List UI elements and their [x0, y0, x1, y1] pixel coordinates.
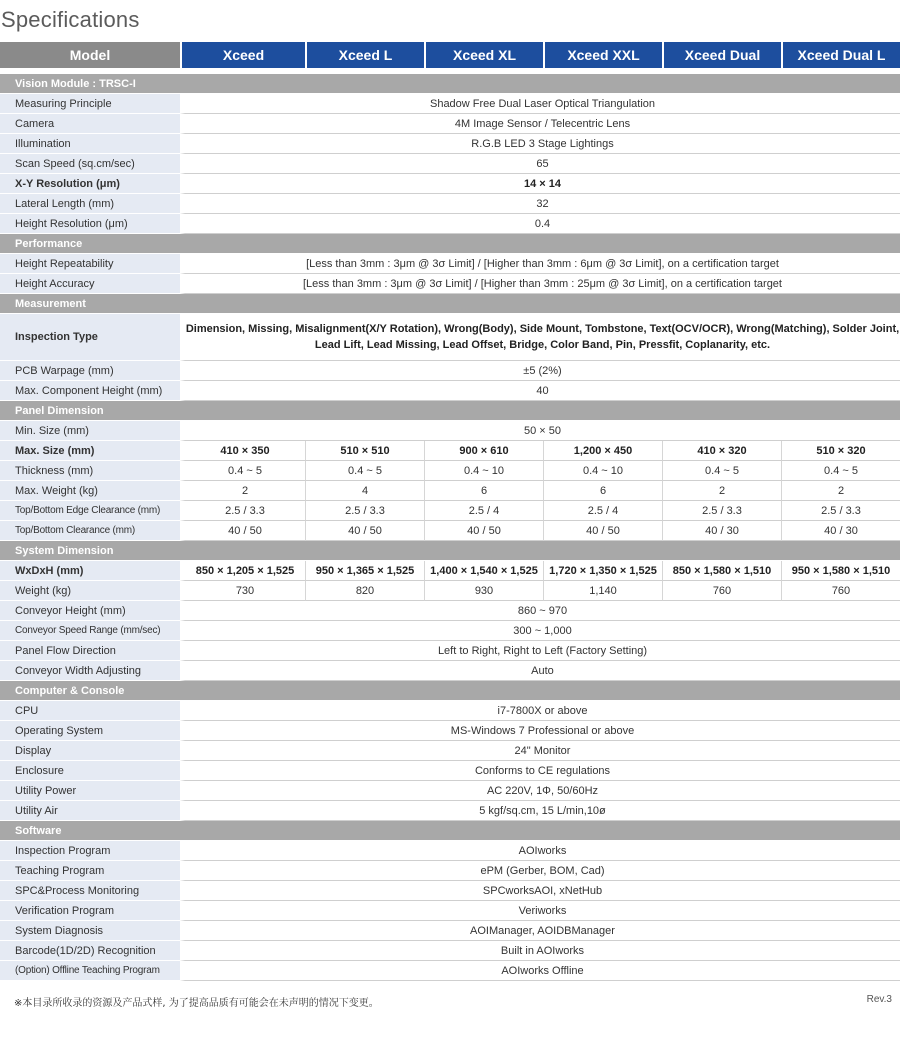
- section-title: Vision Module : TRSC-I: [0, 74, 900, 94]
- spec-label: Camera: [0, 114, 180, 134]
- spec-row: [0, 621, 900, 641]
- spec-cell: 900 × 610: [424, 441, 543, 461]
- spec-row: [0, 601, 900, 621]
- spec-label: Teaching Program: [0, 861, 180, 881]
- spec-label: Weight (kg): [0, 581, 180, 601]
- spec-row: [0, 741, 900, 761]
- spec-row: [0, 361, 900, 381]
- spec-value: Conforms to CE regulations: [180, 761, 900, 781]
- spec-row: [0, 861, 900, 881]
- spec-cell: 850 × 1,580 × 1,510: [662, 561, 781, 581]
- spec-row: [0, 501, 900, 521]
- section-title: Panel Dimension: [0, 401, 900, 421]
- spec-row: [0, 661, 900, 681]
- spec-cell: 0.4 ~ 10: [424, 461, 543, 481]
- spec-value: Left to Right, Right to Left (Factory Setting): [180, 641, 900, 661]
- spec-cell: 510 × 510: [305, 441, 424, 461]
- spec-cell: 40 / 50: [180, 521, 305, 541]
- spec-value: [Less than 3mm : 3μm @ 3σ Limit] / [Higher than 3mm : 6μm @ 3σ Limit], on a certification target: [180, 254, 900, 274]
- spec-row: [0, 381, 900, 401]
- spec-value: ±5 (2%): [180, 361, 900, 381]
- spec-row: [0, 254, 900, 274]
- model-header-xceed-dual-l: Xceed Dual L: [781, 42, 900, 68]
- spec-cell: 2.5 / 3.3: [781, 501, 900, 521]
- spec-value: 5 kgf/sq.cm, 15 L/min,10ø: [180, 801, 900, 821]
- section-header-row: [0, 681, 900, 701]
- spec-label: Verification Program: [0, 901, 180, 921]
- spec-label: Thickness (mm): [0, 461, 180, 481]
- spec-cell: 2.5 / 4: [543, 501, 662, 521]
- spec-label: Max. Size (mm): [0, 441, 180, 461]
- spec-cell: 760: [781, 581, 900, 601]
- spec-row: [0, 581, 900, 601]
- spec-cell: 410 × 350: [180, 441, 305, 461]
- spec-label: Lateral Length (mm): [0, 194, 180, 214]
- spec-cell: 2.5 / 4: [424, 501, 543, 521]
- spec-row: [0, 521, 900, 541]
- spec-value: Veriworks: [180, 901, 900, 921]
- spec-cell: 40 / 50: [305, 521, 424, 541]
- spec-cell: 40 / 30: [781, 521, 900, 541]
- spec-label: Inspection Program: [0, 841, 180, 861]
- spec-cell: 40 / 50: [424, 521, 543, 541]
- model-header-xceed-xl: Xceed XL: [424, 42, 543, 68]
- spec-value: SPCworksAOI, xNetHub: [180, 881, 900, 901]
- spec-row: [0, 761, 900, 781]
- spec-cell: 2: [781, 481, 900, 501]
- spec-label: Max. Component Height (mm): [0, 381, 180, 401]
- spec-value: 0.4: [180, 214, 900, 234]
- spec-label: Measuring Principle: [0, 94, 180, 114]
- spec-label: Height Repeatability: [0, 254, 180, 274]
- spec-value: 14 × 14: [180, 174, 900, 194]
- spec-label: Inspection Type: [0, 314, 180, 361]
- spec-cell: 4: [305, 481, 424, 501]
- spec-row: [0, 801, 900, 821]
- spec-value: 40: [180, 381, 900, 401]
- spec-row: [0, 154, 900, 174]
- spec-label: Utility Air: [0, 801, 180, 821]
- footnote: ※本目录所收录的资源及产品式样, 为了提高品质有可能会在未声明的情况下变更。: [14, 998, 379, 1009]
- spec-row: [0, 561, 900, 581]
- spec-cell: 2.5 / 3.3: [305, 501, 424, 521]
- spec-row: [0, 114, 900, 134]
- spec-body: [0, 74, 900, 981]
- spec-cell: 6: [424, 481, 543, 501]
- model-header-xceed-dual: Xceed Dual: [662, 42, 781, 68]
- spec-value: AOIManager, AOIDBManager: [180, 921, 900, 941]
- spec-value: Built in AOIworks: [180, 941, 900, 961]
- spec-label: System Diagnosis: [0, 921, 180, 941]
- spec-row: [0, 701, 900, 721]
- spec-cell: 0.4 ~ 5: [180, 461, 305, 481]
- spec-cell: 0.4 ~ 5: [662, 461, 781, 481]
- spec-cell: 40 / 50: [543, 521, 662, 541]
- spec-cell: 2.5 / 3.3: [662, 501, 781, 521]
- spec-cell: 730: [180, 581, 305, 601]
- spec-row: [0, 274, 900, 294]
- spec-cell: 410 × 320: [662, 441, 781, 461]
- spec-value: Shadow Free Dual Laser Optical Triangulation: [180, 94, 900, 114]
- spec-value: 4M Image Sensor / Telecentric Lens: [180, 114, 900, 134]
- spec-value: AC 220V, 1Φ, 50/60Hz: [180, 781, 900, 801]
- spec-value: MS-Windows 7 Professional or above: [180, 721, 900, 741]
- spec-value: 300 ~ 1,000: [180, 621, 900, 641]
- spec-label: PCB Warpage (mm): [0, 361, 180, 381]
- spec-row: [0, 641, 900, 661]
- model-header-xceed-xxl: Xceed XXL: [543, 42, 662, 68]
- spec-label: Conveyor Height (mm): [0, 601, 180, 621]
- spec-value: Dimension, Missing, Misalignment(X/Y Rotation), Wrong(Body), Side Mount, Tombstone, Text(OCV/OCR), Wrong(Matching), Solder Joint, Lead Lift, Lead Missing, Lead Offset, Bridge, Color Band, Pin, Pressfit, Coplanarity, etc.: [180, 314, 900, 361]
- spec-value: 860 ~ 970: [180, 601, 900, 621]
- spec-row: [0, 194, 900, 214]
- spec-label: Scan Speed (sq.cm/sec): [0, 154, 180, 174]
- spec-cell: 950 × 1,580 × 1,510: [781, 561, 900, 581]
- spec-label: Height Resolution (μm): [0, 214, 180, 234]
- spec-label: X-Y Resolution (μm): [0, 174, 180, 194]
- spec-row: [0, 901, 900, 921]
- spec-label: Min. Size (mm): [0, 421, 180, 441]
- spec-value: AOIworks Offline: [180, 961, 900, 981]
- spec-label: (Option) Offline Teaching Program: [0, 961, 180, 981]
- spec-cell: 0.4 ~ 10: [543, 461, 662, 481]
- spec-row: [0, 841, 900, 861]
- spec-value: AOIworks: [180, 841, 900, 861]
- model-header-xceed-l: Xceed L: [305, 42, 424, 68]
- spec-row: [0, 781, 900, 801]
- spec-value: R.G.B LED 3 Stage Lightings: [180, 134, 900, 154]
- section-title: Computer & Console: [0, 681, 900, 701]
- page-title: Specifications: [1, 7, 140, 32]
- spec-row: [0, 481, 900, 501]
- spec-row: [0, 961, 900, 981]
- spec-label: Top/Bottom Clearance (mm): [0, 521, 180, 541]
- spec-row: [0, 214, 900, 234]
- spec-label: Height Accuracy: [0, 274, 180, 294]
- spec-row: [0, 94, 900, 114]
- section-header-row: [0, 234, 900, 254]
- spec-label: Operating System: [0, 721, 180, 741]
- spec-value: 50 × 50: [180, 421, 900, 441]
- spec-label: Utility Power: [0, 781, 180, 801]
- spec-cell: 510 × 320: [781, 441, 900, 461]
- spec-label: Enclosure: [0, 761, 180, 781]
- spec-label: SPC&Process Monitoring: [0, 881, 180, 901]
- section-header-row: [0, 401, 900, 421]
- section-header-row: [0, 541, 900, 561]
- spec-label: WxDxH (mm): [0, 561, 180, 581]
- spec-label: Display: [0, 741, 180, 761]
- spec-cell: 0.4 ~ 5: [305, 461, 424, 481]
- spec-label: Conveyor Width Adjusting: [0, 661, 180, 681]
- spec-label: Barcode(1D/2D) Recognition: [0, 941, 180, 961]
- spec-label: Top/Bottom Edge Clearance (mm): [0, 501, 180, 521]
- spec-row: [0, 314, 900, 361]
- spec-label: Conveyor Speed Range (mm/sec): [0, 621, 180, 641]
- spec-row: [0, 421, 900, 441]
- spec-table: [0, 42, 900, 981]
- model-header-xceed: Xceed: [180, 42, 305, 68]
- spec-value: Auto: [180, 661, 900, 681]
- model-header-row: [0, 42, 900, 68]
- section-title: Performance: [0, 234, 900, 254]
- revision-label: Rev.3: [866, 994, 892, 1005]
- section-title: Software: [0, 821, 900, 841]
- spec-value: 24" Monitor: [180, 741, 900, 761]
- section-header-row: [0, 74, 900, 94]
- section-header-row: [0, 294, 900, 314]
- spec-cell: 0.4 ~ 5: [781, 461, 900, 481]
- spec-label: CPU: [0, 701, 180, 721]
- spec-label: Illumination: [0, 134, 180, 154]
- model-label-header: Model: [0, 42, 180, 68]
- spec-row: [0, 721, 900, 741]
- spec-value: 65: [180, 154, 900, 174]
- spec-cell: 950 × 1,365 × 1,525: [305, 561, 424, 581]
- spec-row: [0, 921, 900, 941]
- spec-label: Max. Weight (kg): [0, 481, 180, 501]
- spec-value: [Less than 3mm : 3μm @ 3σ Limit] / [Higher than 3mm : 25μm @ 3σ Limit], on a certification target: [180, 274, 900, 294]
- spec-value: i7-7800X or above: [180, 701, 900, 721]
- spec-cell: 1,400 × 1,540 × 1,525: [424, 561, 543, 581]
- spec-cell: 2: [662, 481, 781, 501]
- spec-cell: 1,140: [543, 581, 662, 601]
- spec-label: Panel Flow Direction: [0, 641, 180, 661]
- spec-cell: 820: [305, 581, 424, 601]
- spec-row: [0, 134, 900, 154]
- spec-cell: 850 × 1,205 × 1,525: [180, 561, 305, 581]
- spec-row: [0, 941, 900, 961]
- spec-value: 32: [180, 194, 900, 214]
- section-title: Measurement: [0, 294, 900, 314]
- spec-row: [0, 881, 900, 901]
- spec-cell: 930: [424, 581, 543, 601]
- spec-row: [0, 441, 900, 461]
- spec-cell: 6: [543, 481, 662, 501]
- spec-cell: 1,720 × 1,350 × 1,525: [543, 561, 662, 581]
- spec-row: [0, 174, 900, 194]
- spec-cell: 2: [180, 481, 305, 501]
- section-title: System Dimension: [0, 541, 900, 561]
- spec-value: ePM (Gerber, BOM, Cad): [180, 861, 900, 881]
- section-header-row: [0, 821, 900, 841]
- spec-cell: 1,200 × 450: [543, 441, 662, 461]
- spec-cell: 40 / 30: [662, 521, 781, 541]
- spec-cell: 2.5 / 3.3: [180, 501, 305, 521]
- spec-row: [0, 461, 900, 481]
- spec-cell: 760: [662, 581, 781, 601]
